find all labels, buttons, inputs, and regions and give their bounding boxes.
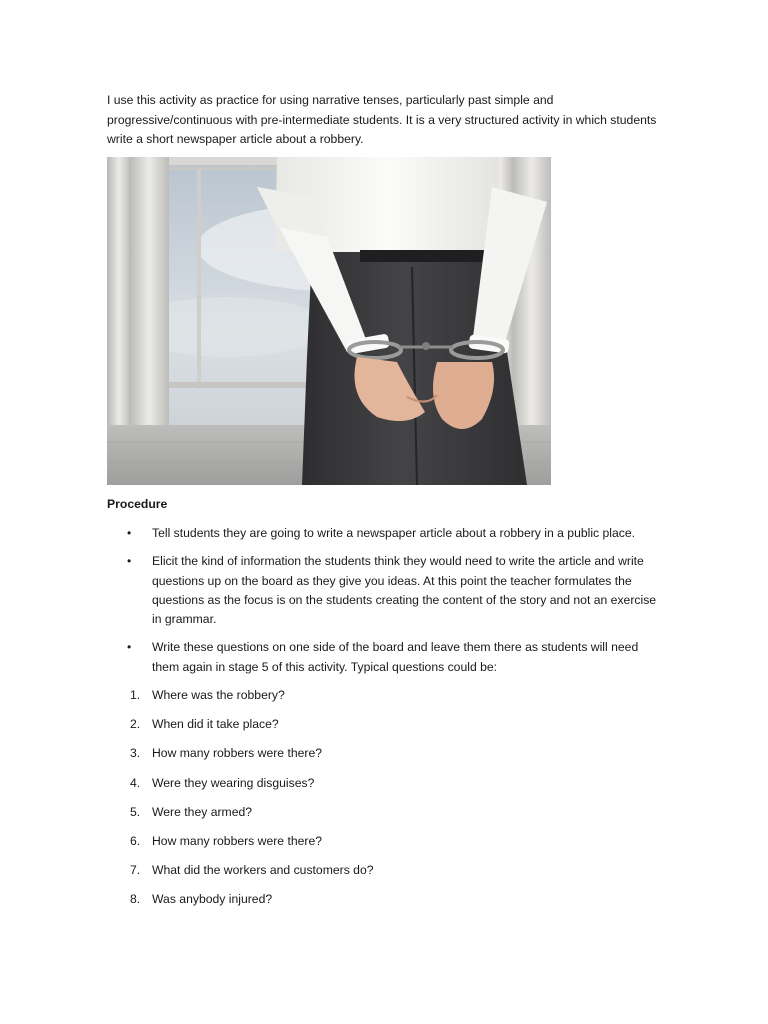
question-number: 2.	[130, 717, 141, 732]
bullet-item	[107, 524, 667, 543]
question-text: What did the workers and customers do?	[152, 863, 374, 878]
bullet-icon: •	[127, 554, 132, 569]
question-item	[107, 744, 667, 773]
question-text: Were they wearing disguises?	[152, 775, 315, 790]
procedure-bullet-list	[107, 524, 667, 686]
bullet-text: Elicit the kind of information the students think they would need to write the article and write questions up on the board as they give you ideas. At this point the teacher formulates the questions as the focus is on the students creating the content of the story and not an exercise in grammar.	[152, 554, 657, 627]
question-number: 1.	[130, 688, 141, 702]
question-text: Were they armed?	[152, 804, 253, 819]
question-number: 7.	[130, 863, 141, 878]
question-number: 6.	[130, 833, 141, 848]
question-number: 5.	[130, 804, 141, 819]
question-text: How many robbers were there?	[152, 833, 323, 848]
question-item	[107, 861, 667, 890]
bullet-item	[107, 552, 667, 629]
question-text: When did it take place?	[152, 717, 279, 732]
procedure-heading: Procedure	[107, 497, 168, 511]
question-item	[107, 890, 667, 919]
bullet-icon: •	[127, 526, 132, 540]
question-number: 4.	[130, 775, 141, 790]
bullet-text: Write these questions on one side of the board and leave them there as students will need them again in stage 5 of this activity. Typical questions could be:	[152, 640, 639, 674]
question-item	[107, 715, 667, 744]
question-number: 8.	[130, 892, 141, 907]
handcuffed-man-photo	[107, 157, 551, 485]
question-number: 3.	[130, 746, 141, 761]
question-item	[107, 832, 667, 861]
bullet-item	[107, 638, 667, 677]
question-text: Was anybody injured?	[152, 892, 273, 907]
question-text: Where was the robbery?	[152, 688, 285, 702]
question-item	[107, 774, 667, 803]
bullet-icon: •	[127, 640, 132, 655]
question-text: How many robbers were there?	[152, 746, 323, 761]
question-item	[107, 803, 667, 832]
intro-paragraph: I use this activity as practice for using narrative tenses, particularly past simple and progressive/continuous with pre-intermediate students. It is a very structured activity in which students write a short newspaper article about a robbery.	[107, 93, 657, 146]
bullet-text: Tell students they are going to write a newspaper article about a robbery in a public place.	[152, 526, 636, 540]
question-item	[107, 686, 667, 715]
question-list	[107, 686, 667, 920]
